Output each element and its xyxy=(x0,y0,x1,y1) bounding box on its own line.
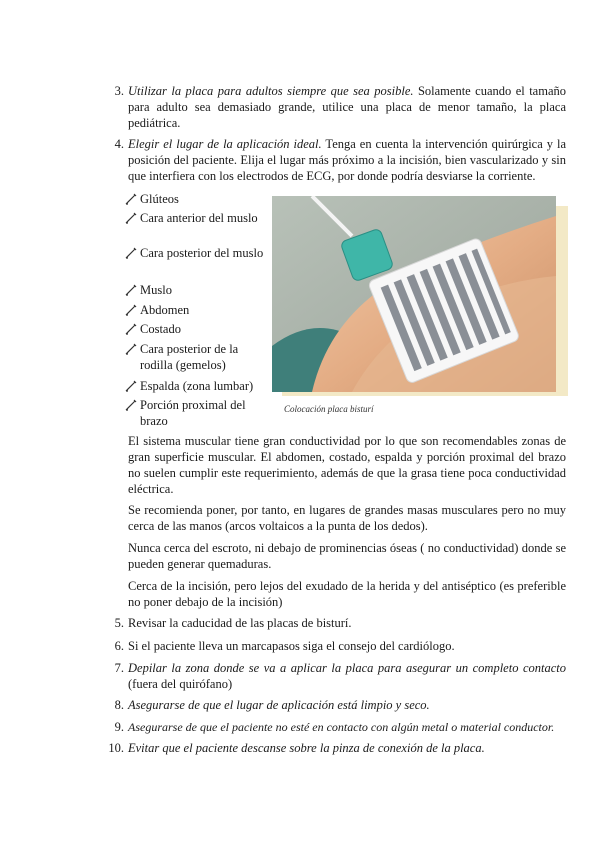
list-item: Espalda (zona lumbar) xyxy=(124,378,264,394)
item-number: 5. xyxy=(114,616,124,630)
item-number: 9. xyxy=(114,720,124,734)
list-item: Cara anterior del muslo xyxy=(124,210,264,226)
list-item: Cara posterior del muslo xyxy=(124,245,264,261)
item-5-text: Revisar la caducidad de las placas de bisturí. xyxy=(128,616,352,630)
item-4-lead: Elegir el lugar de la aplicación ideal. xyxy=(128,137,322,151)
body-paragraph: Cerca de la incisión, pero lejos del exudado de la herida y del antiséptico (es preferible no poner debajo de la incisión) xyxy=(128,579,566,609)
body-paragraph: Nunca cerca del escroto, ni debajo de prominencias óseas ( no conductividad) donde se pueden generar quemaduras. xyxy=(128,541,566,571)
item-number: 4. xyxy=(114,137,124,151)
body-paragraph: El sistema muscular tiene gran conductividad por lo que son recomendables zonas de gran superficie muscular. El abdomen, costado, espalda y porción proximal del brazo no suelen cumplir este requerimiento, además de que la grasa tiene poca conductividad eléctrica. xyxy=(128,434,566,496)
item-number: 7. xyxy=(114,661,124,675)
list-item: Cara posterior de la rodilla (gemelos) xyxy=(124,341,264,373)
pen-bullet-icon xyxy=(124,379,138,393)
figure xyxy=(272,196,568,396)
pen-bullet-icon xyxy=(124,283,138,297)
item-10-text: Evitar que el paciente descanse sobre la pinza de conexión de la placa. xyxy=(128,741,485,755)
item-6-text: Si el paciente lleva un marcapasos siga el consejo del cardiólogo. xyxy=(128,639,455,653)
list-item: Muslo xyxy=(124,282,264,298)
list-item: Costado xyxy=(124,321,264,337)
item-number: 10. xyxy=(108,741,124,755)
item-3-rest: Solamente cuando el tamaño para adulto sea demasiado grande, utilice una placa de menor tamaño, la placa pediátrica. xyxy=(128,84,566,130)
pen-bullet-icon xyxy=(124,246,138,260)
electrode-placement-photo xyxy=(272,196,556,392)
list-item: Glúteos xyxy=(124,191,264,207)
item-number: 6. xyxy=(114,639,124,653)
figure-caption: Colocación placa bisturí xyxy=(284,404,374,414)
pen-bullet-icon xyxy=(124,342,138,356)
pen-bullet-icon xyxy=(124,303,138,317)
pen-bullet-icon xyxy=(124,211,138,225)
item-3-text xyxy=(128,83,566,131)
item-9-text: Asegurarse de que el paciente no esté en contacto con algún metal o material conductor. xyxy=(128,720,555,734)
item-3-lead: Utilizar la placa para adultos siempre que sea posible. xyxy=(128,84,414,98)
item-7-text xyxy=(128,660,566,692)
item-number: 8. xyxy=(114,698,124,712)
item-4-text xyxy=(128,136,566,184)
pen-bullet-icon xyxy=(124,398,138,412)
pen-bullet-icon xyxy=(124,192,138,206)
item-number: 3. xyxy=(114,84,124,98)
item-8-text: Asegurarse de que el lugar de aplicación está limpio y seco. xyxy=(128,698,430,712)
list-item: Porción proximal del brazo xyxy=(124,397,264,429)
item-7-lead: Depilar la zona donde se va a aplicar la placa para asegurar un completo contacto xyxy=(128,661,566,675)
item-4-rest: Tenga en cuenta la intervención quirúrgica y la posición del paciente. Elija el lugar más próximo a la incisión, bien vascularizado y sin que interfiera con los electrodos de ECG, por donde podría desviarse la corriente. xyxy=(128,137,566,183)
list-item: Abdomen xyxy=(124,302,264,318)
body-paragraph: Se recomienda poner, por tanto, en lugares de grandes masas musculares pero no muy cerca de las manos (arcos voltaicos a la punta de los dedos). xyxy=(128,503,566,533)
pen-bullet-icon xyxy=(124,322,138,336)
item-7-rest: (fuera del quirófano) xyxy=(128,677,233,691)
